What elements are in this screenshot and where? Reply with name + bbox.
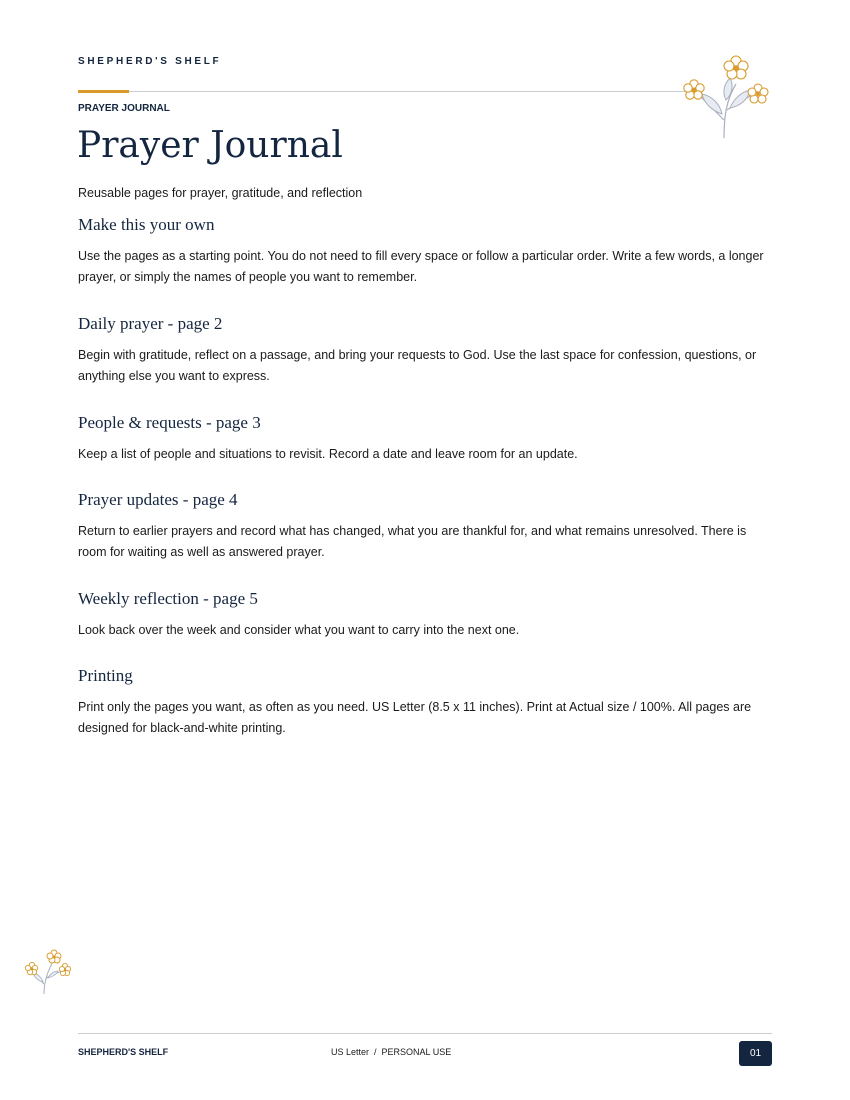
footer-divider: [78, 1033, 772, 1034]
section-printing: [78, 663, 774, 739]
footer-brand: SHEPHERD'S SHELF: [78, 1047, 169, 1057]
section-body: Keep a list of people and situations to revisit. Record a date and leave room for an update.: [78, 447, 578, 461]
section-body: Use the pages as a starting point. You do not need to fill every space or follow a particular order. Write a few words, a longer prayer, or simply the names of people you want to remember.: [78, 249, 764, 284]
page-title: Prayer Journal: [77, 125, 343, 166]
section-make-your-own: [78, 212, 774, 288]
section-heading: Printing: [78, 666, 133, 685]
section-heading: Make this your own: [78, 215, 215, 234]
section-people-requests: [78, 410, 774, 465]
section-heading: Prayer updates - page 4: [78, 490, 238, 509]
small-flower-sprig-icon: [22, 944, 76, 996]
brand-name: SHEPHERD'S SHELF: [78, 56, 222, 67]
header-divider: [78, 91, 694, 92]
flower-sprig-icon: [680, 48, 775, 140]
section-weekly-reflection: [78, 586, 774, 641]
section-heading: Weekly reflection - page 5: [78, 589, 258, 608]
page-number-badge: 01: [739, 1041, 772, 1066]
section-heading: Daily prayer - page 2: [78, 314, 223, 333]
section-daily-prayer: [78, 311, 774, 387]
section-body: Return to earlier prayers and record what has changed, what you are thankful for, and what remains unresolved. There is room for waiting as well as answered prayer.: [78, 524, 747, 559]
section-body: Begin with gratitude, reflect on a passage, and bring your requests to God. Use the last space for confession, questions, or anything else you want to express.: [78, 348, 757, 383]
section-prayer-updates: [78, 487, 774, 563]
section-eyebrow: PRAYER JOURNAL: [78, 103, 170, 114]
content-sections: [78, 212, 774, 739]
section-body: Look back over the week and consider what you want to carry into the next one.: [78, 623, 520, 637]
section-heading: People & requests - page 3: [78, 413, 261, 432]
section-body: Print only the pages you want, as often as you need. US Letter (8.5 x 11 inches). Print at Actual size / 100%. All pages are designed for black-and-white printing.: [78, 700, 752, 735]
accent-bar: [78, 90, 129, 93]
page-subtitle: Reusable pages for prayer, gratitude, and reflection: [78, 186, 363, 200]
footer-meta: US Letter / PERSONAL USE: [331, 1047, 452, 1057]
